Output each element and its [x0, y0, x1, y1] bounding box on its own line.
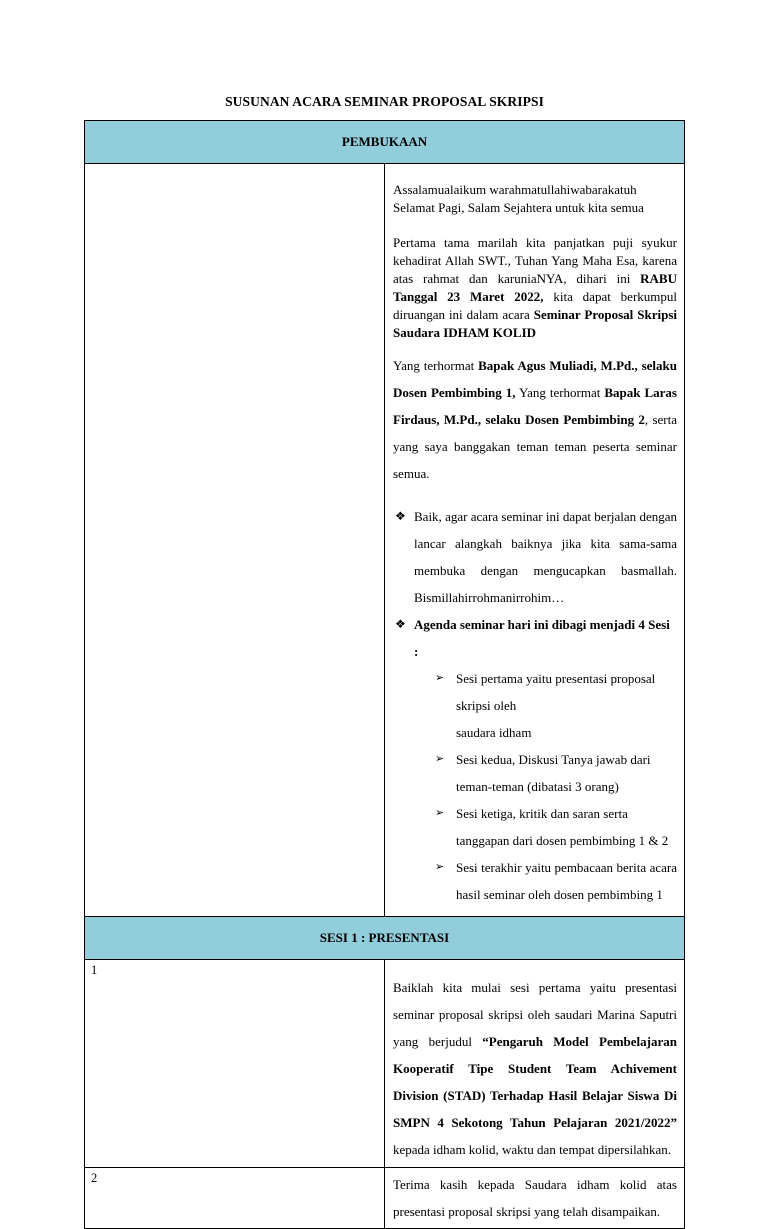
document-title: SUSUNAN ACARA SEMINAR PROPOSAL SKRIPSI [225, 94, 544, 109]
opening-event-name: Seminar Proposal Skripsi Saudara IDHAM KOLID [393, 307, 677, 340]
honorifics-text-2: Yang terhormat [515, 385, 605, 400]
pembukaan-header: PEMBUKAAN [85, 121, 685, 164]
proposal-title: “Pengaruh Model Pembelajaran Kooperatif Tipe Student Team Achivement Division (STAD) Terhadap Hasil Belajar Siswa Di SMPN 4 Sekotong Tahun Pelajaran 2021/2022” [393, 1034, 677, 1130]
bullet-basmallah-text: Baik, agar acara seminar ini dapat berjalan dengan lancar alangkah baiknya jika kita sama-sama membuka dengan mengucapkan basmallah. Bismillahirrohmanirrohim… [414, 509, 677, 605]
sesi-item-4-text: Sesi terakhir yaitu pembacaan berita acara hasil seminar oleh dosen pembimbing 1 [456, 860, 677, 902]
row-number: 1 [91, 963, 98, 977]
sesi-item-2 [393, 746, 677, 800]
bullet-agenda-text: Agenda seminar hari ini dibagi menjadi 4 Sesi : [414, 617, 670, 659]
honorifics-text: Yang terhormat [393, 358, 479, 373]
table-row [85, 1168, 685, 1229]
presentation-intro-text: Baiklah kita mulai sesi pertama yaitu presentasi seminar proposal skripsi oleh saudari Marina Saputri yang berjudul [393, 980, 677, 1049]
agenda-table [84, 120, 685, 1229]
opening-text: Pertama tama marilah kita panjatkan puji syukur kehadirat Allah SWT., Tuhan Yang Maha Esa, karena atas rahmat dan karuniaNYA, dihari ini [393, 235, 677, 286]
supervisor-1: Bapak Agus Muliadi, M.Pd., selaku Dosen Pembimbing 1, [393, 358, 677, 400]
arrow-bullet-icon: ➢ [435, 861, 445, 873]
sesi1-header: SESI 1 : PRESENTASI [85, 917, 685, 960]
pembukaan-header-row [85, 121, 685, 164]
honorifics-paragraph [393, 352, 677, 487]
supervisor-2: Bapak Laras Firdaus, M.Pd., selaku Dosen Pembimbing 2 [393, 385, 677, 427]
sesi-item-3 [393, 800, 677, 854]
honorifics-text-3: , serta yang saya banggakan teman teman peserta seminar semua. [393, 412, 677, 481]
sesi-item-3-text: Sesi ketiga, kritik dan saran serta tanggapan dari dosen pembimbing 1 & 2 [456, 806, 669, 848]
sesi1-header-row [85, 917, 685, 960]
sesi-item-1-text-2: saudara idham [456, 725, 532, 740]
sesi-item-1 [393, 665, 677, 746]
greeting-line-2: Selamat Pagi, Salam Sejahtera untuk kita semua [393, 200, 644, 215]
opening-date: RABU Tanggal 23 Maret 2022, [393, 271, 677, 304]
diamond-bullet-icon: ❖ [395, 509, 406, 523]
opening-paragraph [393, 234, 677, 342]
pembukaan-row [85, 164, 685, 917]
presentation-intro-text-2: kepada idham kolid, waktu dan tempat dipersilahkan. [393, 1142, 671, 1157]
bullet-agenda [393, 611, 677, 665]
row-content-cell [385, 1168, 685, 1229]
thanks-text: Terima kasih kepada Saudara idham kolid atas presentasi proposal skripsi yang telah disampaikan. [393, 1177, 677, 1219]
greeting-line-1: Assalamualaikum warahmatullahiwabarakatuh [393, 182, 637, 197]
bullet-basmallah [393, 503, 677, 611]
arrow-bullet-icon: ➢ [435, 807, 445, 819]
sesi-item-4 [393, 854, 677, 908]
table-row [85, 960, 685, 1168]
row-number: 2 [91, 1171, 98, 1185]
arrow-bullet-icon: ➢ [435, 753, 445, 765]
pembukaan-content-cell [385, 164, 685, 917]
opening-text-2: kita dapat berkumpul diruangan ini dalam acara [393, 289, 677, 322]
diamond-bullet-icon: ❖ [395, 617, 406, 631]
pembukaan-number-cell [85, 164, 385, 917]
presentation-intro [385, 960, 684, 1167]
row-number-cell [85, 1168, 385, 1229]
sesi-item-1-text: Sesi pertama yaitu presentasi proposal skripsi oleh [456, 671, 656, 713]
row-number-cell [85, 960, 385, 1168]
sesi-item-2-text: Sesi kedua, Diskusi Tanya jawab dari teman-teman (dibatasi 3 orang) [456, 752, 651, 794]
arrow-bullet-icon: ➢ [435, 672, 445, 684]
row-content-cell [385, 960, 685, 1168]
